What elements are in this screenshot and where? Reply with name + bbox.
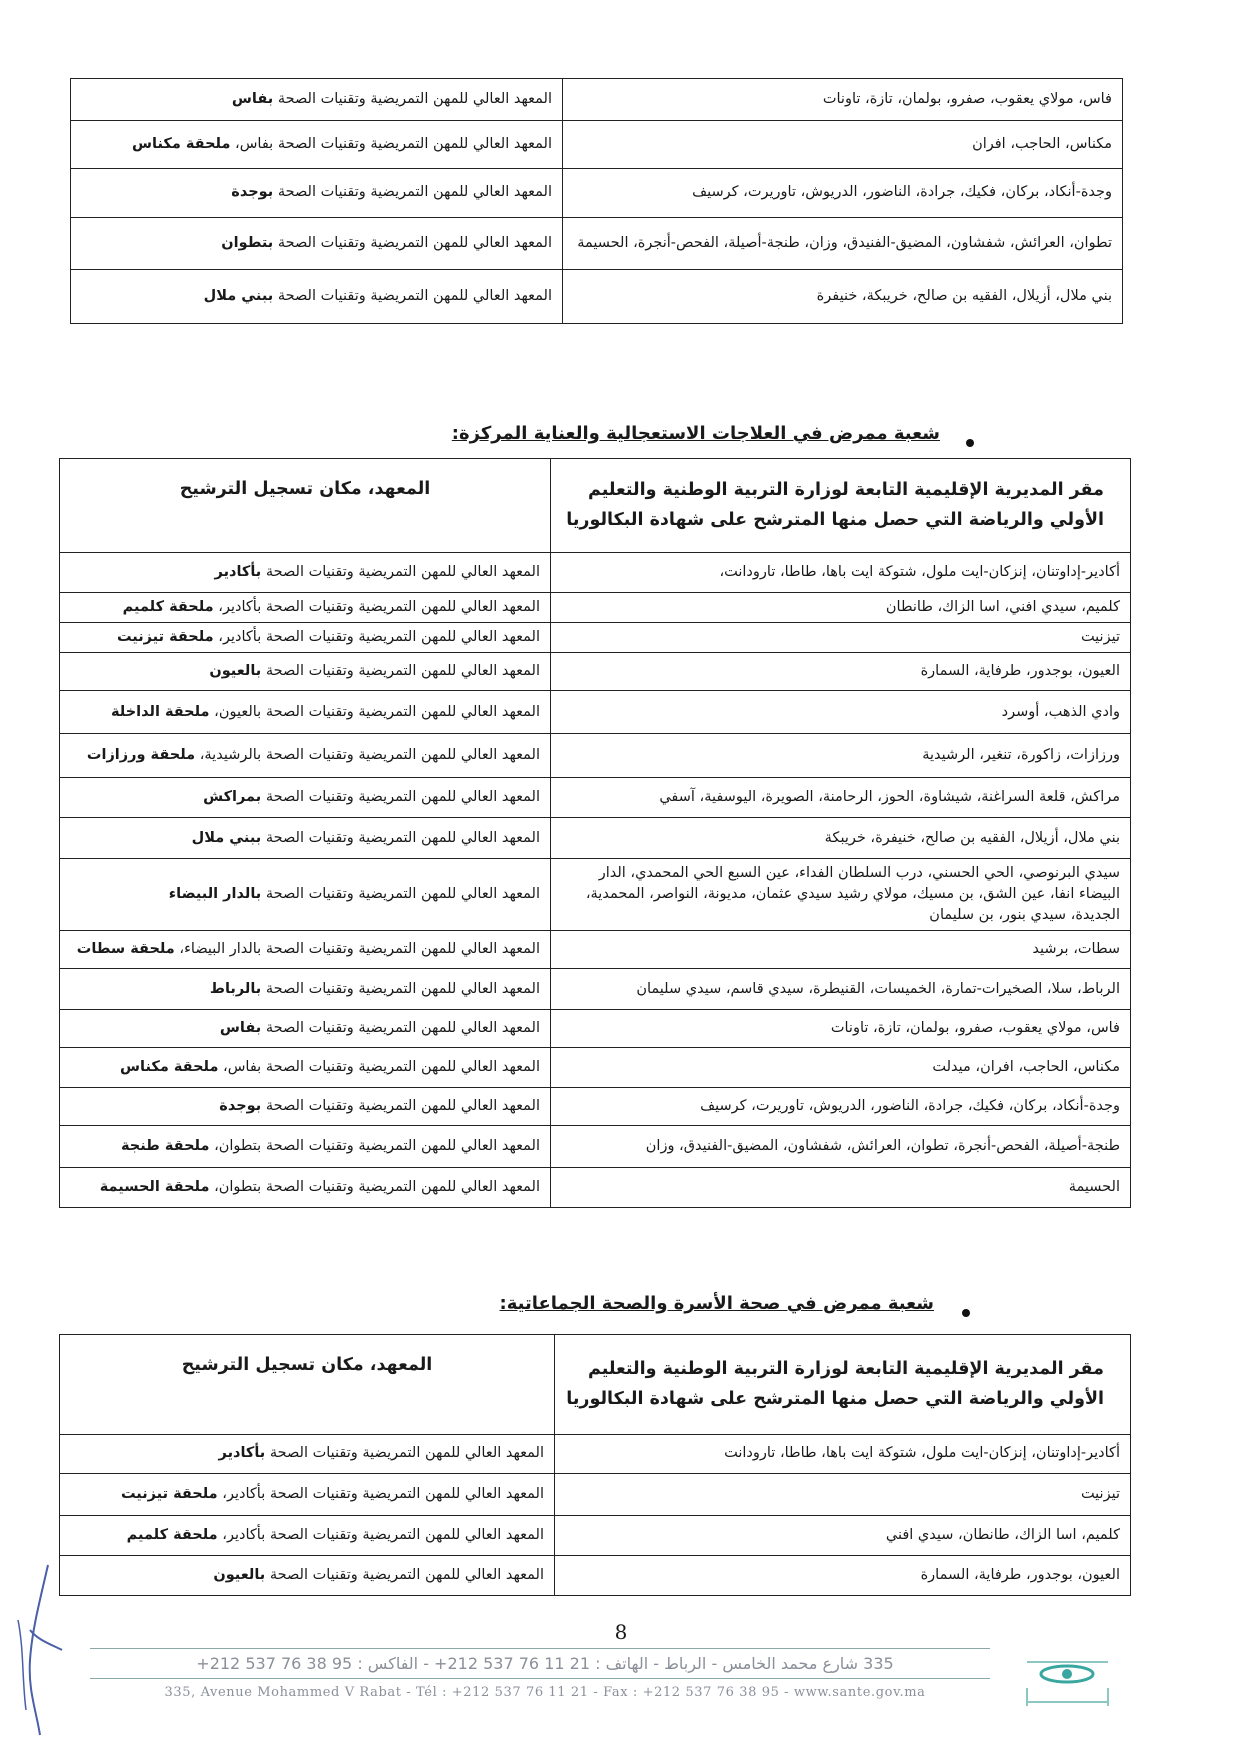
table-row xyxy=(60,818,1131,859)
bullet-icon xyxy=(962,1309,970,1317)
institute-cell xyxy=(60,778,551,818)
institute-location: بالرباط xyxy=(209,980,262,997)
emergency-care-table-body xyxy=(60,553,1131,1208)
signature-icon xyxy=(10,1560,70,1740)
provinces-cell: بني ملال، أزيلال، الفقيه بن صالح، خنيفرة، خريبكة xyxy=(551,818,1131,859)
table-row xyxy=(71,218,1123,270)
institute-name: المعهد العالي للمهن التمريضية وتقنيات الصحة xyxy=(265,663,540,680)
institute-location: بوجدة xyxy=(219,1098,262,1115)
institute-location: بالدار البيضاء xyxy=(168,886,262,903)
table-row xyxy=(60,653,1131,691)
footer-address-latin: 335, Avenue Mohammed V Rabat - Tél : +212 537 76 11 21 - Fax : +212 537 76 38 95 - www.sante.gov.ma xyxy=(164,1685,926,1700)
provinces-cell: وجدة-أنكاد، بركان، فكيك، جرادة، الناضور، الدريوش، تاوريرت، كرسيف xyxy=(551,1088,1131,1126)
provinces-cell: كلميم، اسا الزاك، طانطان، سيدي افني xyxy=(555,1516,1131,1556)
header-institute: المعهد، مكان تسجيل الترشيح xyxy=(60,459,551,553)
institute-cell xyxy=(60,859,551,931)
institute-location: ملحقة كلميم xyxy=(126,1526,218,1543)
institute-name: المعهد العالي للمهن التمريضية وتقنيات الصحة xyxy=(265,789,540,806)
institute-name: المعهد العالي للمهن التمريضية وتقنيات الصحة xyxy=(269,1445,544,1462)
institute-cell xyxy=(60,1168,551,1208)
institute-name: المعهد العالي للمهن التمريضية وتقنيات الصحة بالرشيدية، xyxy=(199,747,540,764)
provinces-cell: بني ملال، أزيلال، الفقيه بن صالح، خريبكة، خنيفرة xyxy=(563,270,1123,324)
provinces-cell: تيزنيت xyxy=(555,1474,1131,1516)
institute-location: بتطوان xyxy=(221,234,274,251)
institute-location: ملحقة تيزنيت xyxy=(120,1485,218,1502)
table-row xyxy=(60,1516,1131,1556)
provinces-cell: سطات، برشيد xyxy=(551,931,1131,969)
institute-cell xyxy=(60,1010,551,1048)
institute-cell xyxy=(71,169,563,218)
institute-name: المعهد العالي للمهن التمريضية وتقنيات الصحة xyxy=(265,980,540,997)
institute-location: ببني ملال xyxy=(191,829,262,846)
table-row xyxy=(60,1126,1131,1168)
institute-name: المعهد العالي للمهن التمريضية وتقنيات الصحة xyxy=(265,563,540,580)
institute-cell xyxy=(60,818,551,859)
table-row xyxy=(60,859,1131,931)
provinces-cell: ورزازات، زاكورة، تنغير، الرشيدية xyxy=(551,734,1131,778)
institute-cell xyxy=(60,1126,551,1168)
table-row xyxy=(71,79,1123,121)
header-directorate: مقر المديرية الإقليمية التابعة لوزارة التربية الوطنية والتعليم الأولي والرياضة التي حصل منها المترشح على شهادة البكالوريا xyxy=(555,1335,1131,1435)
table-row xyxy=(60,969,1131,1010)
institute-cell xyxy=(71,121,563,169)
table-row xyxy=(60,778,1131,818)
institute-cell xyxy=(60,691,551,734)
family-health-table xyxy=(59,1334,1131,1596)
institute-location: ملحقة مكناس xyxy=(120,1059,219,1076)
institute-name: المعهد العالي للمهن التمريضية وتقنيات الصحة بفاس، xyxy=(235,135,552,152)
family-health-table-body xyxy=(60,1435,1131,1596)
institute-location: ملحقة الداخلة xyxy=(110,703,210,720)
institute-name: المعهد العالي للمهن التمريضية وتقنيات الصحة xyxy=(265,886,540,903)
institute-location: بوجدة xyxy=(231,184,274,201)
top-table xyxy=(70,78,1123,324)
header-directorate: مقر المديرية الإقليمية التابعة لوزارة التربية الوطنية والتعليم الأولي والرياضة التي حصل منها المترشح على شهادة البكالوريا xyxy=(551,459,1131,553)
institute-cell xyxy=(71,79,563,121)
table-row xyxy=(60,691,1131,734)
institute-cell xyxy=(60,734,551,778)
institute-name: المعهد العالي للمهن التمريضية وتقنيات الصحة بالدار البيضاء، xyxy=(179,941,540,958)
institute-name: المعهد العالي للمهن التمريضية وتقنيات الصحة xyxy=(277,234,552,251)
institute-location: بفاس xyxy=(231,90,274,107)
provinces-cell: العيون، بوجدور، طرفاية، السمارة xyxy=(551,653,1131,691)
table-row xyxy=(60,1088,1131,1126)
institute-cell xyxy=(60,1556,555,1596)
institute-name: المعهد العالي للمهن التمريضية وتقنيات الصحة بالعيون، xyxy=(214,703,540,720)
institute-cell xyxy=(60,623,551,653)
header-institute: المعهد، مكان تسجيل الترشيح xyxy=(60,1335,555,1435)
provinces-cell: فاس، مولاي يعقوب، صفرو، بولمان، تازة، تاونات xyxy=(563,79,1123,121)
provinces-cell: تيزنيت xyxy=(551,623,1131,653)
table-row xyxy=(60,1474,1131,1516)
provinces-cell: سيدي البرنوصي، الحي الحسني، درب السلطان الفداء، عين السبع الحي المحمدي، الدار البيضاء انفا، عين الشق، بن مسيك، مولاي رشيد سيدي عثمان، مديونة، النواصر، المحمدية، الجديدة، سيدي بنور، بن سليمان xyxy=(551,859,1131,931)
page-number: 8 xyxy=(614,1620,628,1644)
institute-name: المعهد العالي للمهن التمريضية وتقنيات الصحة xyxy=(265,1098,540,1115)
table-row xyxy=(60,1168,1131,1208)
institute-cell xyxy=(60,1516,555,1556)
institute-cell xyxy=(60,593,551,623)
section-title-family-health: شعبة ممرض في صحة الأسرة والصحة الجماعاتية: xyxy=(499,1293,934,1314)
provinces-cell: وادي الذهب، أوسرد xyxy=(551,691,1131,734)
provinces-cell: تطوان، العرائش، شفشاون، المضيق-الفنيدق، وزان، طنجة-أصيلة، الفحص-أنجرة، الحسيمة xyxy=(563,218,1123,270)
institute-location: بالعيون xyxy=(213,1566,266,1583)
institute-name: المعهد العالي للمهن التمريضية وتقنيات الصحة بتطوان، xyxy=(214,1138,540,1155)
table-row xyxy=(60,623,1131,653)
institute-cell xyxy=(60,969,551,1010)
institute-name: المعهد العالي للمهن التمريضية وتقنيات الصحة بأكادير، xyxy=(218,629,540,646)
institute-cell xyxy=(60,931,551,969)
institute-name: المعهد العالي للمهن التمريضية وتقنيات الصحة بتطوان، xyxy=(214,1179,540,1196)
provinces-cell: العيون، بوجدور، طرفاية، السمارة xyxy=(555,1556,1131,1596)
institute-location: ملحقة مكناس xyxy=(132,135,231,152)
provinces-cell: وجدة-أنكاد، بركان، فكيك، جرادة، الناضور، الدريوش، تاوريرت، كرسيف xyxy=(563,169,1123,218)
table-row xyxy=(60,1556,1131,1596)
table-row xyxy=(60,593,1131,623)
institute-location: ببني ملال xyxy=(203,287,274,304)
table-row xyxy=(60,1435,1131,1474)
ministry-logo-icon xyxy=(1025,1648,1110,1708)
institute-cell xyxy=(60,1435,555,1474)
institute-cell xyxy=(71,270,563,324)
institute-location: ملحقة كلميم xyxy=(122,599,214,615)
footer-address-arabic: 335 شارع محمد الخامس - الرباط - الهاتف : 21 11 76 537 212+ - الفاكس : 95 38 76 537 212+ xyxy=(196,1654,894,1673)
institute-cell xyxy=(60,653,551,691)
top-table-body xyxy=(71,79,1123,324)
table-row xyxy=(71,270,1123,324)
institute-name: المعهد العالي للمهن التمريضية وتقنيات الصحة xyxy=(277,184,552,201)
institute-name: المعهد العالي للمهن التمريضية وتقنيات الصحة xyxy=(265,1020,540,1037)
institute-cell xyxy=(60,1048,551,1088)
institute-location: بمراكش xyxy=(203,789,262,806)
institute-cell xyxy=(60,1474,555,1516)
institute-location: بفاس xyxy=(219,1020,262,1037)
table-row xyxy=(71,169,1123,218)
table-row xyxy=(60,553,1131,593)
institute-cell xyxy=(60,1088,551,1126)
provinces-cell: أكادير-إداوتنان، إنزكان-ايت ملول، شتوكة ايت باها، طاطا، تارودانت xyxy=(555,1435,1131,1474)
institute-name: المعهد العالي للمهن التمريضية وتقنيات الصحة xyxy=(277,90,552,107)
provinces-cell: الرباط، سلا، الصخيرات-تمارة، الخميسات، القنيطرة، سيدي قاسم، سيدي سليمان xyxy=(551,969,1131,1010)
provinces-cell: مكناس، الحاجب، افران xyxy=(563,121,1123,169)
provinces-cell: مكناس، الحاجب، افران، ميدلت xyxy=(551,1048,1131,1088)
bullet-icon xyxy=(966,439,974,447)
institute-location: ملحقة ورزازات xyxy=(86,747,196,764)
section-title-emergency: شعبة ممرض في العلاجات الاستعجالية والعناية المركزة: xyxy=(451,423,940,444)
institute-name: المعهد العالي للمهن التمريضية وتقنيات الصحة بفاس، xyxy=(223,1059,540,1076)
provinces-cell: الحسيمة xyxy=(551,1168,1131,1208)
institute-cell xyxy=(60,553,551,593)
institute-location: بأكادير xyxy=(214,563,262,580)
provinces-cell: طنجة-أصيلة، الفحص-أنجرة، تطوان، العرائش، شفشاون، المضيق-الفنيدق، وزان xyxy=(551,1126,1131,1168)
table-row xyxy=(60,734,1131,778)
table-row xyxy=(60,1010,1131,1048)
institute-name: المعهد العالي للمهن التمريضية وتقنيات الصحة xyxy=(277,287,552,304)
institute-name: المعهد العالي للمهن التمريضية وتقنيات الصحة xyxy=(269,1566,544,1583)
institute-name: المعهد العالي للمهن التمريضية وتقنيات الصحة بأكادير، xyxy=(218,599,540,615)
emergency-care-table xyxy=(59,458,1131,1208)
institute-location: ملحقة طنجة xyxy=(121,1138,210,1155)
institute-location: ملحقة الحسيمة xyxy=(99,1179,210,1196)
table-row xyxy=(71,121,1123,169)
institute-location: ملحقة سطات xyxy=(76,941,175,958)
table-row xyxy=(60,1048,1131,1088)
table-row xyxy=(60,931,1131,969)
provinces-cell: مراكش، قلعة السراغنة، شيشاوة، الحوز، الرحامنة، الصويرة، اليوسفية، آسفي xyxy=(551,778,1131,818)
provinces-cell: أكادير-إداوتنان، إنزكان-ايت ملول، شتوكة ايت باها، طاطا، تارودانت، xyxy=(551,553,1131,593)
institute-cell xyxy=(71,218,563,270)
provinces-cell: كلميم، سيدي افني، اسا الزاك، طانطان xyxy=(551,593,1131,623)
footer-divider xyxy=(90,1678,990,1679)
institute-name: المعهد العالي للمهن التمريضية وتقنيات الصحة xyxy=(265,829,540,846)
institute-name: المعهد العالي للمهن التمريضية وتقنيات الصحة بأكادير، xyxy=(222,1526,544,1543)
institute-name: المعهد العالي للمهن التمريضية وتقنيات الصحة بأكادير، xyxy=(222,1485,544,1502)
institute-location: بالعيون xyxy=(209,663,262,680)
footer-divider xyxy=(90,1648,990,1649)
institute-location: بأكادير xyxy=(218,1445,266,1462)
provinces-cell: فاس، مولاي يعقوب، صفرو، بولمان، تازة، تاونات xyxy=(551,1010,1131,1048)
institute-location: ملحقة تيزنيت xyxy=(116,629,214,646)
